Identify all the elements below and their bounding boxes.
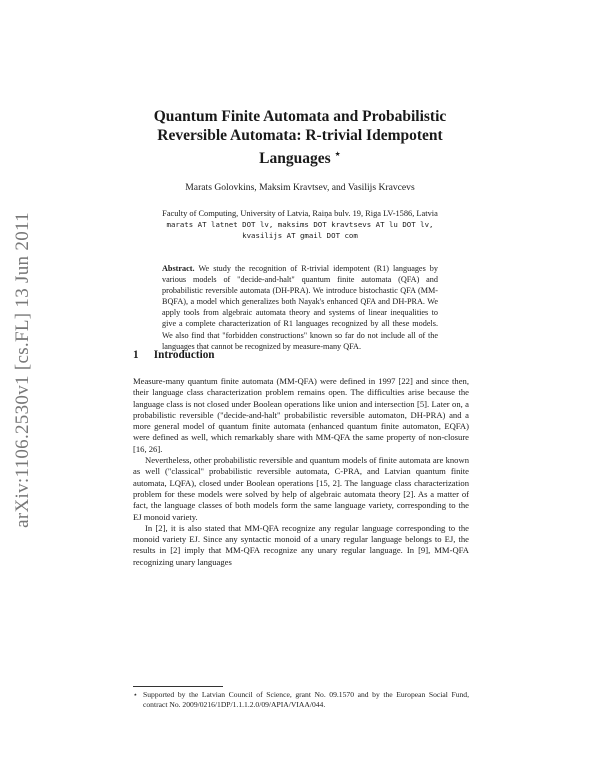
arxiv-side-stamp <box>10 200 36 540</box>
abstract <box>162 263 438 352</box>
footnote-mark: ⋆ <box>133 690 138 699</box>
title-footnote-mark: ⋆ <box>334 149 341 160</box>
footnote-text: Supported by the Latvian Council of Science, grant No. 09.1570 and by the European Social Fund, contract No. 2009/0216/1DP/1.1.1.2.0/09/APIA/VIAA/044. <box>143 690 469 709</box>
affiliation <box>120 208 480 241</box>
abstract-text: We study the recognition of R-trivial idempotent (R1) languages by various models of "decide-and-halt" quantum finite automata (QFA) and probabilistic reversible automata (DH-PRA). We introduce bistochastic QFA (MM-BQFA), a model which generalizes both Nayak's enhanced QFA and DH-PRA. We apply tools from algebraic automata theory and systems of linear inequalities to give a complete characterization of R1 languages recognized by all these models. We also find that "forbidden constructions" known so far do not include all of the languages that cannot be recognized by measure-many QFA. <box>162 264 438 351</box>
section-title: Introduction <box>153 349 215 361</box>
footnote <box>133 690 469 710</box>
paragraph: Measure-many quantum finite automata (MM-QFA) were defined in 1997 [22] and since then, their language class characterization problem remains open. The difficulties arise because the language class is not closed under Boolean operations like union and intersection [5]. Later on, a probabilistic reversible ("decide-and-halt" probabilistic reversible automaton, DH-PRA) and a more general model of quantum finite automata (enhanced quantum finite automaton, EQFA) were defined as well, which remarkably share with MM-QFA the same property of non-closure [16, 26]. <box>133 376 469 454</box>
abstract-label: Abstract. <box>162 264 195 273</box>
paragraph: Nevertheless, other probabilistic reversible and quantum models of finite automata are known as well ("classical" probabilistic reversible automata, C-PRA, and Latvian quantum finite automata, LQFA), closed under Boolean operations [15, 2]. The language class characterization problem for these models were solved by help of algebraic automata theory [2]. As a matter of fact, the language classes of both models form the same language variety, corresponding to the EJ monoid variety. <box>133 455 469 522</box>
title-line-3: Languages <box>259 150 331 168</box>
section-number: 1 <box>133 349 139 361</box>
section-heading <box>133 349 469 361</box>
affiliation-emails-1: marats AT latnet DOT lv, maksims DOT kravtsevs AT lu DOT lv, <box>166 220 434 229</box>
title-line-1: Quantum Finite Automata and Probabilistic <box>153 108 447 125</box>
arxiv-identifier: arXiv:1106.2530v1 [cs.FL] 13 Jun 2011 <box>12 212 33 528</box>
paper-title <box>120 107 480 168</box>
paragraph: In [2], it is also stated that MM-QFA recognize any regular language corresponding to the monoid variety EJ. Since any syntactic monoid of a unary regular language belongs to EJ, the results in [2] imply that MM-QFA recognize any unary regular language. In [9], MM-QFA recognizing unary languages <box>133 522 469 567</box>
affiliation-emails-2: kvasilijs AT gmail DOT com <box>242 231 358 240</box>
affiliation-address: Faculty of Computing, University of Latvia, Raiņa bulv. 19, Riga LV-1586, Latvia <box>162 209 438 218</box>
footnote-rule <box>133 686 223 687</box>
title-line-2: Reversible Automata: R-trivial Idempotent <box>157 127 443 144</box>
body-text <box>133 376 469 568</box>
authors: Marats Golovkins, Maksim Kravtsev, and Vasilijs Kravcevs <box>185 182 415 193</box>
